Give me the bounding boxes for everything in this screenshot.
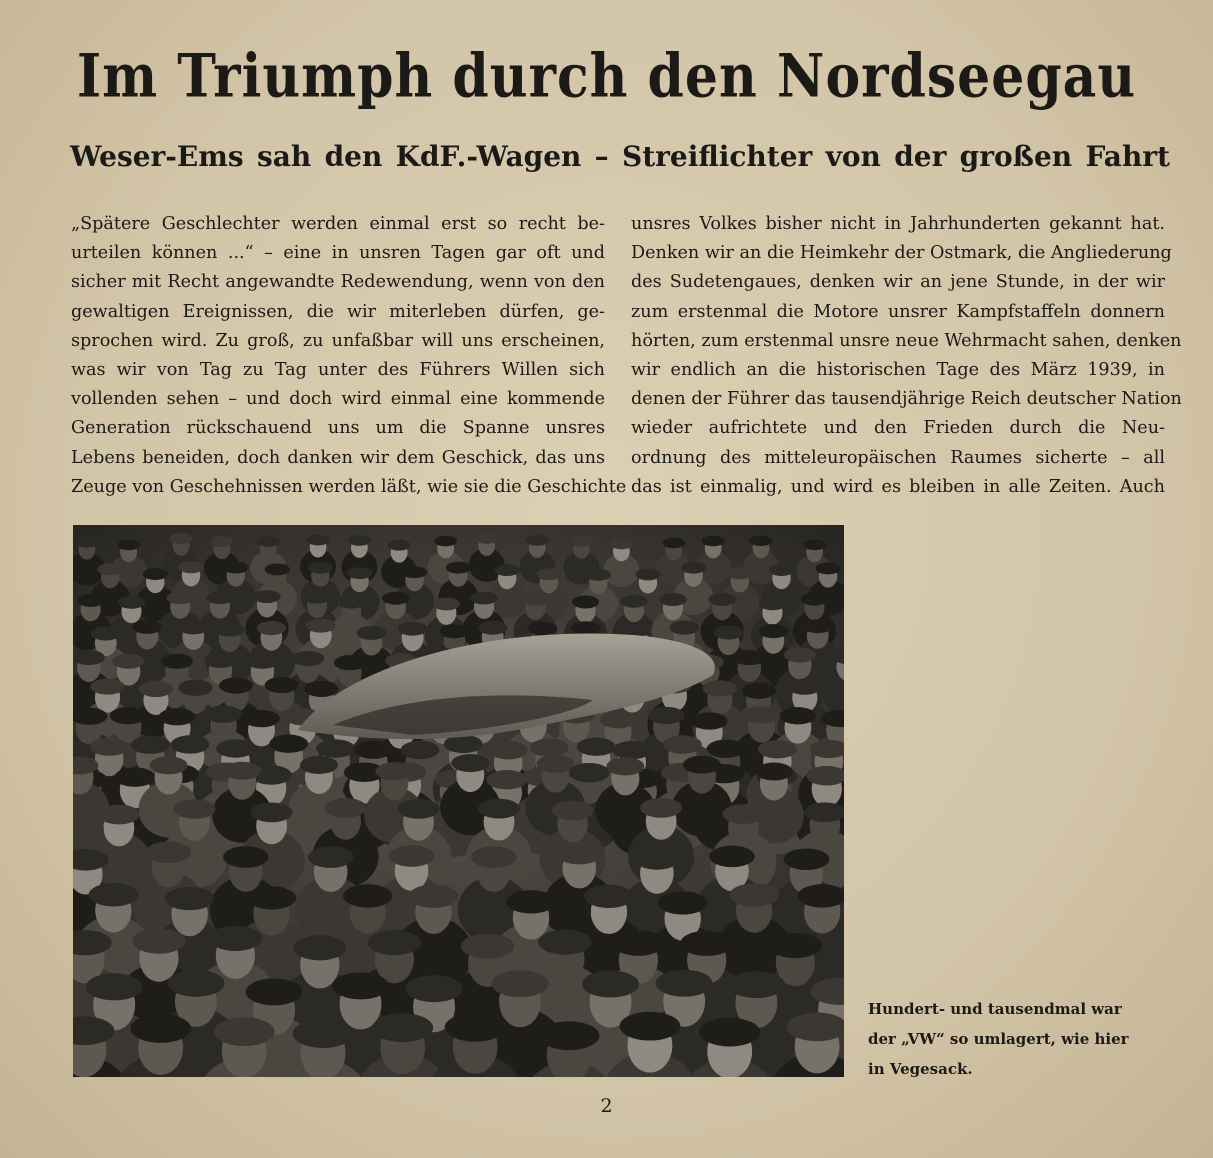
- text-line: wieder aufrichtete und den Frieden durch die Neu-: [631, 418, 1165, 439]
- text-line: wir endlich an die historischen Tage des März 1939, in: [631, 359, 1165, 380]
- caption-line: in Vegesack.: [868, 1060, 973, 1078]
- photo-caption: [868, 994, 1129, 1084]
- text-column-left: [71, 210, 627, 502]
- text-line: „Spätere Geschlechter werden einmal erst so recht be-: [71, 214, 605, 234]
- text-line: vollenden sehen – und doch wird einmal eine kommende: [71, 389, 605, 410]
- crowd-photo-illustration: [73, 525, 844, 1077]
- text-line: hörten, zum erstenmal unsre neue Wehrmacht sahen, denken: [631, 330, 1182, 351]
- caption-line: Hundert- und tausendmal war: [868, 1000, 1122, 1018]
- text-line: ordnung des mitteleuropäischen Raumes sicherte – all: [631, 447, 1165, 468]
- article-title: Im Triumph durch den Nordseegau: [76, 41, 1137, 112]
- text-line: sprochen wird. Zu groß, zu unfaßbar will uns erscheinen,: [71, 330, 605, 351]
- page-number: 2: [600, 1095, 613, 1117]
- text-line: Generation rückschauend uns um die Spanne unsres: [71, 418, 605, 439]
- text-line: zum erstenmal die Motore unsrer Kampfstaffeln donnern: [631, 301, 1165, 322]
- text-line: Zeuge von Geschehnissen werden läßt, wie sie die Geschichte: [71, 476, 627, 497]
- crowd-foreground: [73, 754, 844, 1077]
- text-line: Denken wir an die Heimkehr der Ostmark, die Angliederung: [631, 243, 1172, 264]
- text-line: was wir von Tag zu Tag unter des Führers Willen sich: [71, 359, 605, 380]
- text-line: denen der Führer das tausendjährige Reich deutscher Nation: [631, 389, 1182, 410]
- text-line: sicher mit Recht angewandte Redewendung, wenn von den: [71, 272, 605, 293]
- text-line: des Sudetengaues, denken wir an jene Stunde, in der wir: [631, 272, 1165, 293]
- text-line: Lebens beneiden, doch danken wir dem Geschick, das uns: [71, 447, 605, 468]
- article-subtitle: Weser-Ems sah den KdF.-Wagen – Streiflichter von der großen Fahrt: [70, 140, 1170, 173]
- text-line: das ist einmalig, und wird es bleiben in alle Zeiten. Auch: [631, 476, 1165, 497]
- text-line: unsres Volkes bisher nicht in Jahrhunderten gekannt hat.: [631, 214, 1165, 234]
- text-line: urteilen können ...“ – eine in unsren Tagen gar oft und: [71, 243, 605, 264]
- caption-line: der „VW“ so umlagert, wie hier: [868, 1030, 1129, 1048]
- crowd-photo: [73, 525, 844, 1077]
- text-column-right: [631, 210, 1182, 502]
- text-line: gewaltigen Ereignissen, die wir miterleben dürfen, ge-: [71, 301, 605, 322]
